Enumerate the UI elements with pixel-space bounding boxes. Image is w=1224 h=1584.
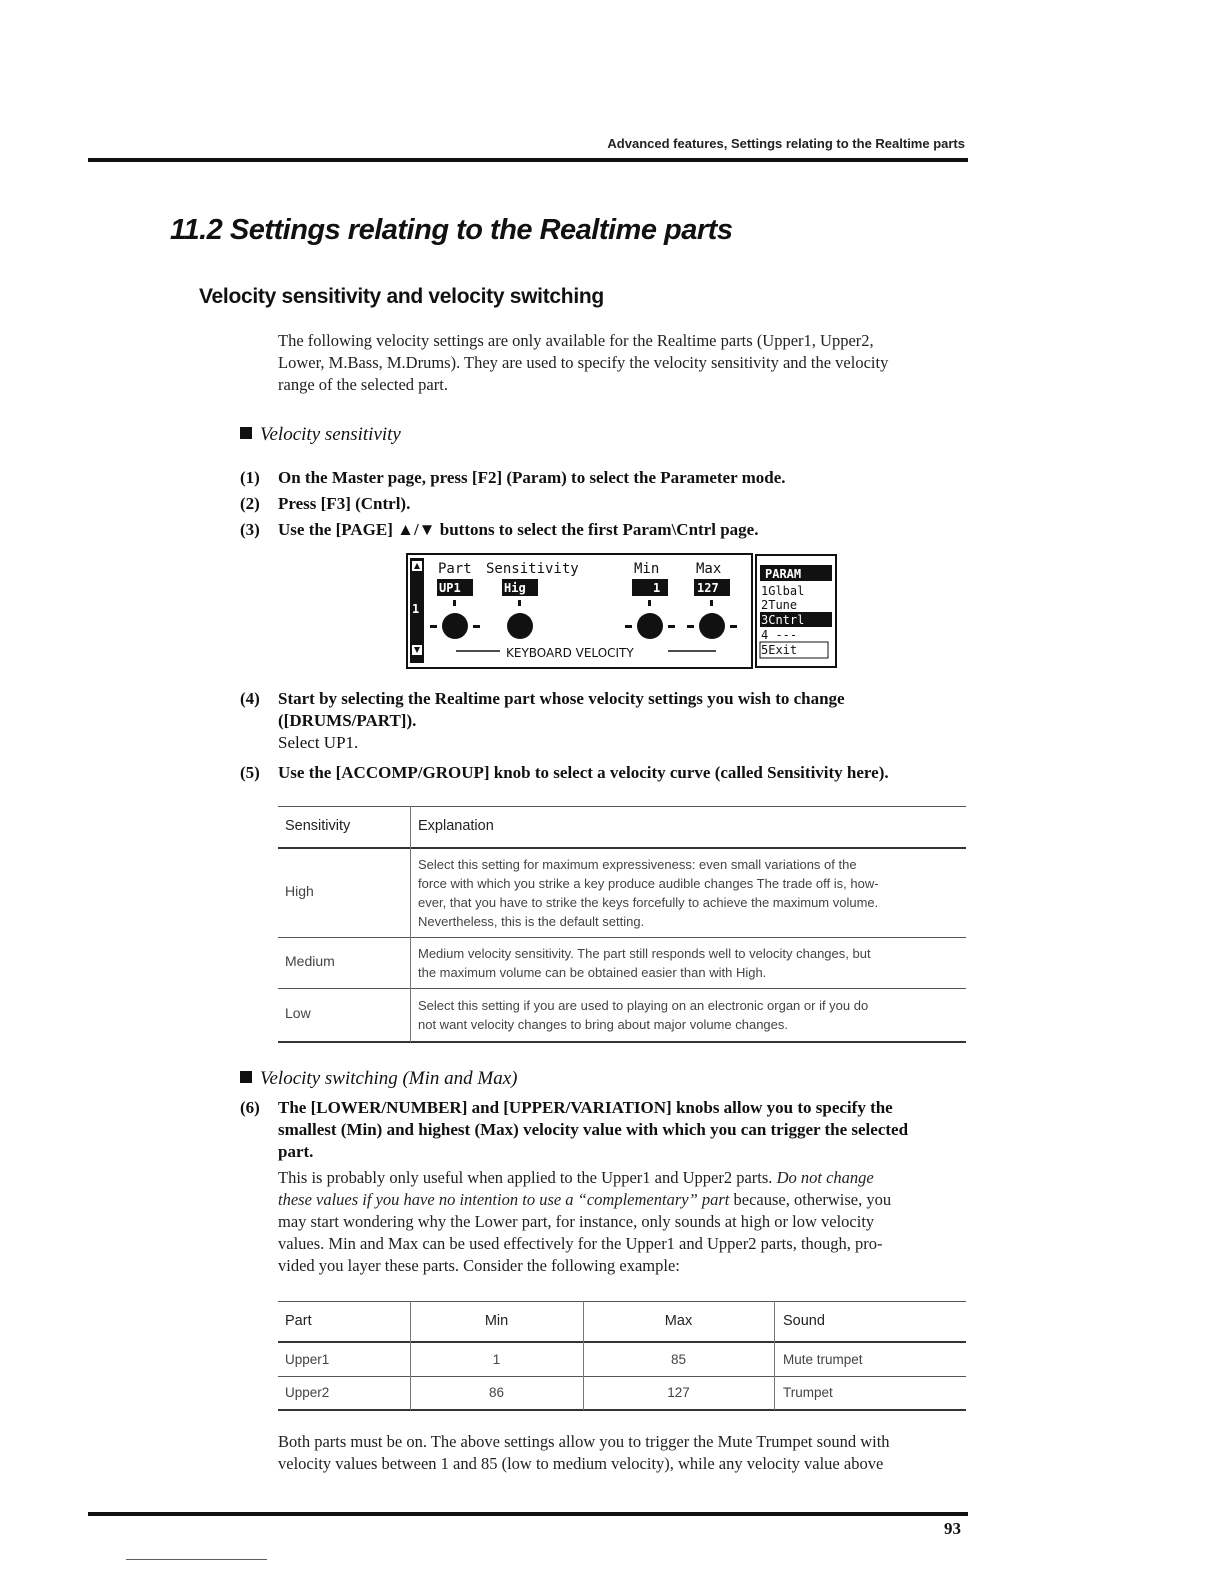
chapter-title: 11.2 Settings relating to the Realtime parts: [170, 214, 733, 246]
closing-paragraph: [278, 1431, 966, 1475]
table-cell: [418, 855, 963, 931]
emphasis: these values if you have no intention to use a “complementary” part: [278, 1190, 730, 1209]
cell-line: not want velocity changes to bring about major volume changes.: [418, 1017, 788, 1032]
lcd-col-sensitivity: Sensitivity: [486, 561, 579, 577]
lcd-menu-item: 5Exit: [761, 643, 798, 657]
table-cell: 86: [488, 1385, 505, 1400]
table-header: Sensitivity: [285, 818, 351, 834]
step-number: (4): [240, 689, 260, 708]
cell-line: force with which you strike a key produce audible changes The trade off is, how-: [418, 876, 879, 891]
lcd-col-part: Part: [438, 561, 472, 577]
table-header: Max: [664, 1313, 693, 1329]
table-cell: Trumpet: [783, 1385, 833, 1400]
step-text-line: Start by selecting the Realtime part whose velocity settings you wish to change: [278, 689, 845, 708]
step-text: [278, 1097, 968, 1163]
body-line: velocity values between 1 and 85 (low to medium velocity), while any velocity value above: [278, 1454, 884, 1473]
step-number: (6): [240, 1098, 260, 1117]
running-head: Advanced features, Settings relating to the Realtime parts: [607, 136, 965, 151]
intro-line: range of the selected part.: [278, 375, 448, 394]
table-cell: [418, 996, 963, 1034]
lcd-menu-item: 2Tune: [761, 598, 798, 612]
lcd-value-part: UP1: [439, 581, 461, 595]
intro-line: Lower, M.Bass, M.Drums). They are used to specify the velocity sensitivity and the velocity: [278, 353, 889, 372]
table-cell: [418, 944, 963, 982]
step-number: (1): [240, 468, 260, 487]
step-text: Press [F3] (Cntrl).: [278, 494, 411, 513]
lcd-display: [406, 553, 837, 669]
step-number: (2): [240, 494, 260, 513]
lcd-menu-item: 1Glbal: [761, 584, 805, 598]
step-text: Use the [PAGE] ▲/▼ buttons to select the first Param\Cntrl page.: [278, 520, 759, 539]
step-text: Use the [ACCOMP/GROUP] knob to select a velocity curve (called Sensitivity here).: [278, 763, 889, 782]
lcd-col-max: Max: [696, 561, 722, 577]
step-number: (5): [240, 763, 260, 782]
body-line: these values if you have no intention to use a “complementary” part because, otherwise, you: [278, 1190, 892, 1209]
step-subtext: Select UP1.: [278, 733, 359, 752]
body-line: may start wondering why the Lower part, for instance, only sounds at high or low velocity: [278, 1212, 875, 1231]
table-cell: Medium: [285, 953, 335, 969]
page-number: 93: [944, 1519, 961, 1538]
footer-rule: [88, 1512, 968, 1516]
table-cell: Upper2: [285, 1385, 330, 1400]
table-header: Part: [285, 1313, 312, 1329]
header-rule: [88, 158, 968, 162]
body-line: Both parts must be on. The above settings allow you to trigger the Mute Trumpet sound with: [278, 1432, 890, 1451]
intro-line: The following velocity settings are only available for the Realtime parts (Upper1, Upper2,: [278, 331, 874, 350]
cell-line: the maximum volume can be obtained easier than with High.: [418, 965, 767, 980]
lcd-value-max: 127: [697, 581, 719, 595]
footer-link-underline: [126, 1559, 267, 1560]
subsection-title: Velocity switching (Min and Max): [260, 1068, 518, 1089]
step-text-line: ([DRUMS/PART]).: [278, 711, 417, 730]
table-cell: High: [285, 883, 314, 899]
lcd-menu-item-selected: 3Cntrl: [761, 613, 805, 627]
table-cell: 85: [670, 1352, 687, 1367]
cell-line: Select this setting if you are used to playing on an electronic organ or if you do: [418, 998, 869, 1013]
section-title: Velocity sensitivity and velocity switching: [199, 285, 604, 308]
subsection-velocity-switching: [240, 1068, 518, 1090]
lcd-caption: KEYBOARD VELOCITY: [506, 646, 634, 660]
body-line: This is probably only useful when applied to the Upper1 and Upper2 parts. Do not change: [278, 1168, 874, 1187]
table-header: Explanation: [418, 818, 494, 834]
cell-line: ever, that you have to strike the keys forcefully to achieve the maximum volume.: [418, 895, 879, 910]
step-text: [278, 688, 968, 754]
table-cell: Mute trumpet: [783, 1352, 863, 1367]
step-4: [240, 688, 970, 758]
lcd-menu-item: 4 ---: [761, 628, 798, 642]
step-6-body: [278, 1167, 966, 1277]
table-header: Sound: [783, 1313, 825, 1329]
square-bullet-icon: [240, 427, 252, 439]
table-cell: 127: [667, 1385, 690, 1400]
emphasis: Do not change: [776, 1168, 874, 1187]
lcd-value-min: 1: [653, 581, 661, 595]
lcd-page-index: 1: [412, 602, 420, 616]
step-text-line: The [LOWER/NUMBER] and [UPPER/VARIATION] knobs allow you to specify the: [278, 1098, 893, 1117]
table-cell: Low: [285, 1005, 311, 1021]
intro-paragraph: [278, 330, 966, 396]
table-cell: Upper1: [285, 1352, 330, 1367]
step-number: (3): [240, 520, 260, 539]
step-text: On the Master page, press [F2] (Param) to select the Parameter mode.: [278, 468, 786, 487]
step-6: [240, 1097, 970, 1167]
cell-line: Medium velocity sensitivity. The part still responds well to velocity changes, but: [418, 946, 871, 961]
lcd-value-sensitivity: Hig: [504, 581, 526, 595]
step-text-line: smallest (Min) and highest (Max) velocity value with which you can trigger the selected: [278, 1120, 909, 1139]
body-line: vided you layer these parts. Consider the following example:: [278, 1256, 680, 1275]
subsection-title: Velocity sensitivity: [260, 424, 401, 445]
table-header: Min: [484, 1313, 509, 1329]
lcd-menu-title: PARAM: [765, 567, 802, 581]
cell-line: Select this setting for maximum expressiveness: even small variations of the: [418, 857, 857, 872]
cell-line: Nevertheless, this is the default setting.: [418, 914, 645, 929]
square-bullet-icon: [240, 1071, 252, 1083]
subsection-velocity-sensitivity: [240, 424, 401, 446]
step-text-line: part.: [278, 1142, 314, 1161]
table-cell: 1: [492, 1352, 501, 1367]
lcd-col-min: Min: [634, 561, 660, 577]
body-line: values. Min and Max can be used effectively for the Upper1 and Upper2 parts, though, pro-: [278, 1234, 883, 1253]
